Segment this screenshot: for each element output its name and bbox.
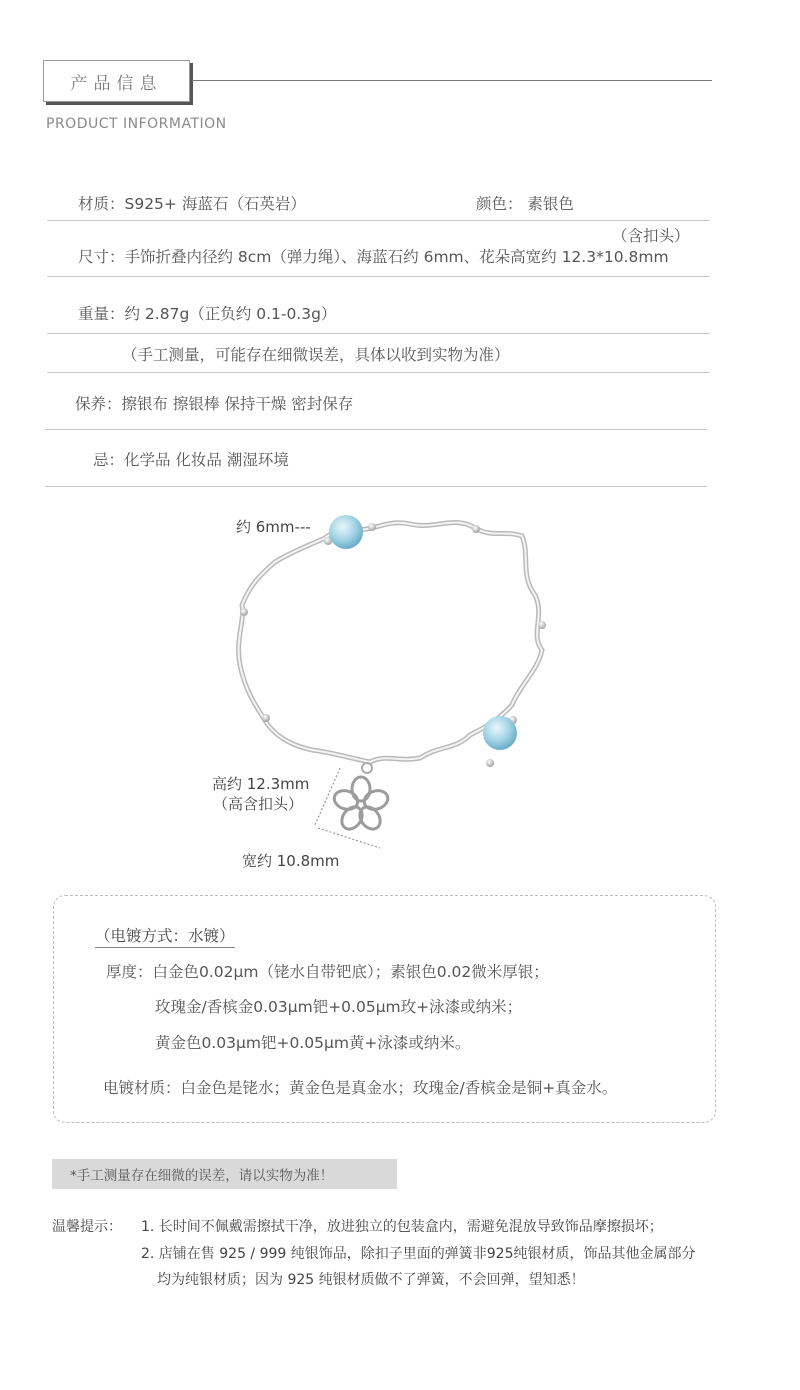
title-divider: [192, 80, 712, 81]
silver-bead: [262, 714, 270, 722]
flower-charm: [332, 777, 390, 833]
avoid-text: 忌：化学品 化妆品 潮湿环境: [93, 451, 289, 469]
section-title: 产品信息: [70, 73, 163, 94]
aquamarine-bead: [483, 716, 517, 750]
width-label: 宽约 10.8mm: [242, 852, 340, 870]
color-text: 颜色： 素银色: [476, 195, 574, 213]
plating-material: 电镀材质：白金色是铑水；黄金色是真金水；玫瑰金/香槟金是铜+真金水。: [103, 1079, 618, 1097]
material-text: 材质：S925+ 海蓝石（石英岩）: [78, 195, 306, 213]
divider: [47, 220, 710, 221]
divider: [47, 333, 710, 334]
divider: [47, 276, 710, 277]
measure-note: （手工测量，可能存在细微误差，具体以收到实物为准）: [122, 346, 510, 364]
plating-thickness-1: 厚度：白金色0.02μm（铑水自带钯底）；素银色0.02微米厚银；: [106, 963, 549, 981]
clasp-note: （含扣头）: [612, 227, 690, 245]
size-text: 尺寸：手饰折叠内径约 8cm（弹力绳）、海蓝石约 6mm、花朵高宽约 12.3*10.8mm: [78, 248, 669, 266]
plating-heading: （电镀方式：水镀）: [95, 924, 235, 948]
divider: [45, 429, 707, 430]
weight-text: 重量：约 2.87g（正负约 0.1-0.3g）: [78, 305, 337, 323]
section-title-box: [43, 60, 190, 102]
tips-label: 温馨提示：: [52, 1219, 122, 1235]
silver-bead: [472, 525, 480, 533]
silver-bead: [486, 759, 494, 767]
height-note: （高含扣头）: [213, 795, 304, 813]
silver-bead: [240, 608, 248, 616]
divider: [45, 486, 707, 487]
tip-item-1: 1. 长时间不佩戴需擦拭干净，放进独立的包装盒内，需避免混放导致饰品摩擦损坏；: [141, 1219, 663, 1235]
plating-thickness-2: 玫瑰金/香槟金0.03μm钯+0.05μm玫+泳漆或纳米；: [155, 998, 523, 1016]
care-text: 保养：擦银布 擦银棒 保持干燥 密封保存: [75, 395, 354, 413]
measurement-notice: [52, 1159, 397, 1189]
notice-text: *手工测量存在细微的误差，请以实物为准！: [70, 1168, 334, 1184]
height-label: 高约 12.3mm: [212, 775, 310, 793]
bead-size-label: 约 6mm---: [236, 518, 311, 536]
silver-bead: [368, 523, 376, 531]
section-subtitle: PRODUCT INFORMATION: [46, 116, 227, 132]
bracelet-illustration: [200, 500, 600, 880]
plating-thickness-3: 黄金色0.03μm钯+0.05μm黄+泳漆或纳米。: [155, 1034, 471, 1052]
divider: [47, 372, 710, 373]
aquamarine-bead: [329, 515, 363, 549]
silver-bead: [538, 621, 546, 629]
tip-item-2: 2. 店铺在售 925 / 999 纯银饰品，除扣子里面的弹簧非925纯银材质，饰品其他金属部分: [141, 1246, 696, 1262]
tip-item-2-cont: 均为纯银材质；因为 925 纯银材质做不了弹簧，不会回弹，望知悉！: [157, 1272, 585, 1288]
